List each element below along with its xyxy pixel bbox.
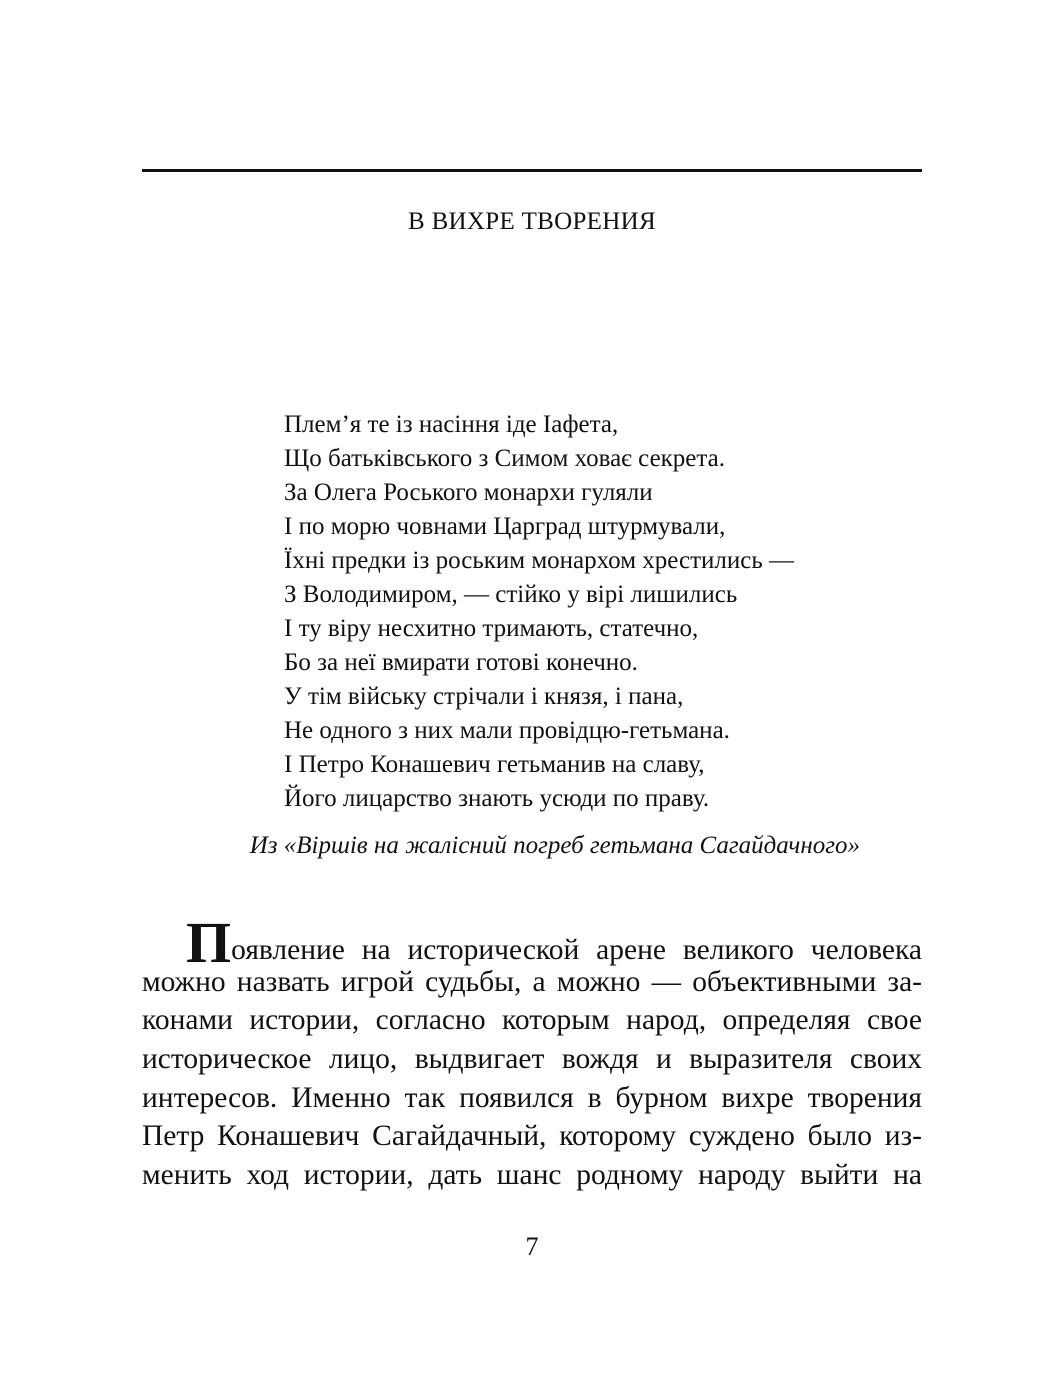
body-line: Петр Конашевич Сагайдачный, которому суждено было из- xyxy=(142,1120,922,1153)
body-first-line-text: оявление на исторической арене великого человека xyxy=(231,934,922,966)
poem-line: У тім війську стрічали і князя, і пана, xyxy=(284,683,684,710)
poem-line: І по морю човнами Царград штурмували, xyxy=(284,513,726,540)
body-first-line xyxy=(142,910,922,975)
body-line: можно назвать игрой судьбы, а можно — объективными за- xyxy=(142,965,922,998)
poem-line: Не одного з них мали провідцю-гетьмана. xyxy=(284,717,730,744)
poem-line: І Петро Конашевич гетьманив на славу, xyxy=(284,751,705,778)
epigraph-source: Из «Віршів на жалісний погреб гетьмана Сагайдачного» xyxy=(249,832,860,859)
body-line: интересов. Именно так появился в бурном вихре творения xyxy=(142,1081,922,1114)
poem-line: Його лицарство знають усюди по праву. xyxy=(284,785,710,812)
poem-line: Бо за неї вмирати готові конечно. xyxy=(284,649,638,676)
poem-line: Що батьківського з Симом ховає секрета. xyxy=(284,445,725,472)
chapter-title: В ВИХРЕ ТВОРЕНИЯ xyxy=(408,208,656,235)
poem-line: І ту віру несхитно тримають, статечно, xyxy=(284,615,699,642)
body-line: историческое лицо, выдвигает вождя и выразителя своих xyxy=(142,1043,922,1076)
poem-line: З Володимиром, — стійко у вірі лишились xyxy=(284,581,738,608)
poem-line: Плем’я те із насіння іде Іафета, xyxy=(284,411,619,438)
drop-cap: П xyxy=(186,910,232,975)
poem-line: За Олега Роського монархи гуляли xyxy=(284,479,653,506)
page-number: 7 xyxy=(525,1232,539,1261)
body-line: менить ход истории, дать шанс родному народу выйти на xyxy=(142,1159,922,1192)
epigraph-poem xyxy=(284,408,794,816)
poem-line: Їхні предки із роським монархом хрестились — xyxy=(284,547,794,574)
header-rule xyxy=(142,169,922,172)
body-paragraph xyxy=(142,910,922,1195)
body-line: конами истории, согласно которым народ, определяя свое xyxy=(142,1004,922,1037)
